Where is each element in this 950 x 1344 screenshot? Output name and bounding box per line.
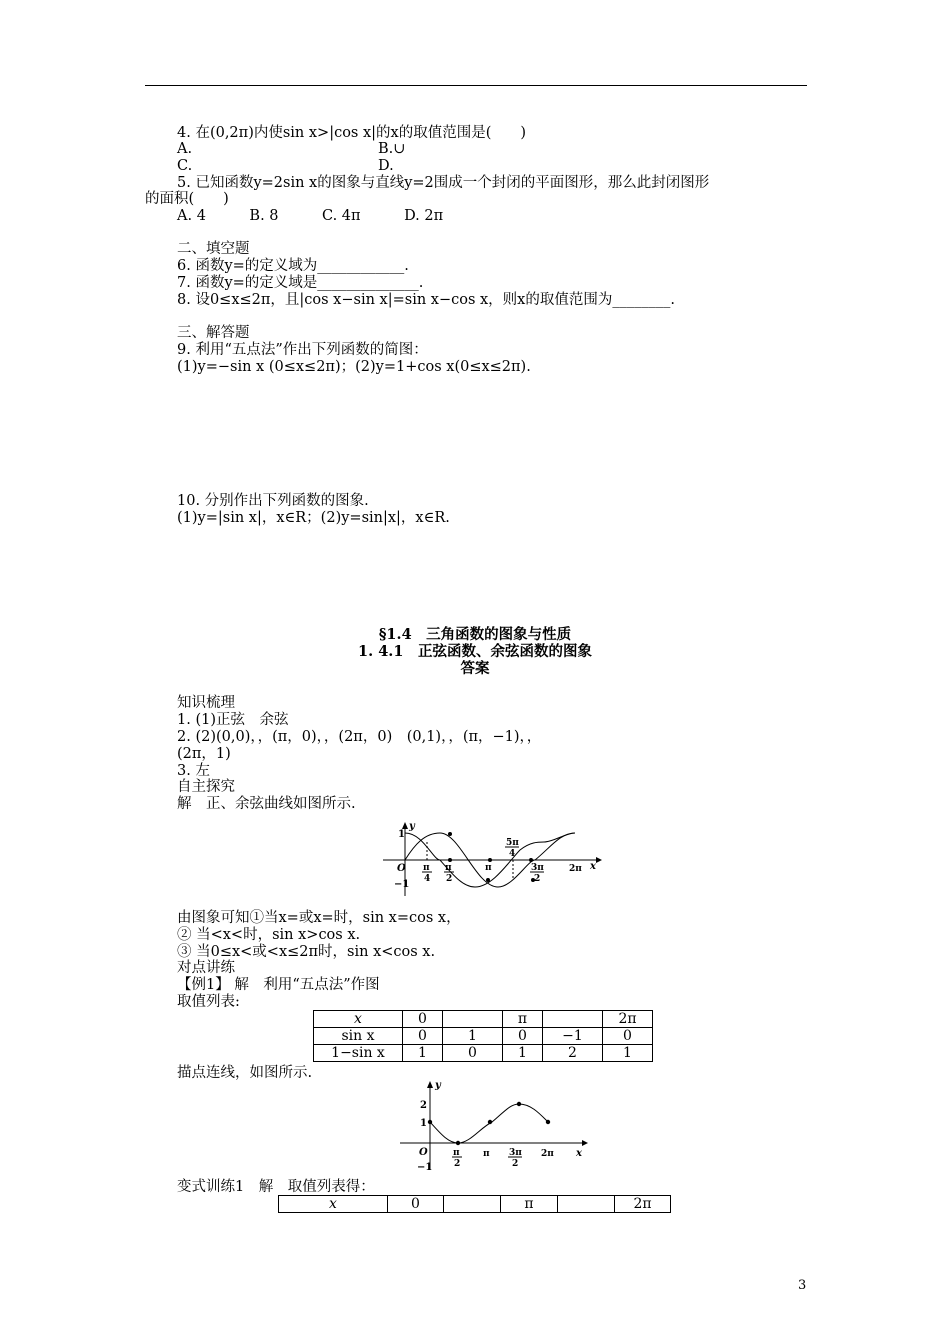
table-cell: x: [314, 1011, 403, 1028]
graph2-tick-yneg1: −1: [417, 1162, 433, 1173]
one-minus-sin-graph: [395, 1078, 590, 1173]
q6-text: 6. 函数y=的定义域为____________.: [177, 258, 409, 274]
point: [448, 858, 452, 862]
graph2-tick-pi2-num: π: [453, 1148, 460, 1158]
value-table-1: [313, 1010, 653, 1062]
point: [456, 1141, 460, 1145]
practice-heading: 对点讲练: [177, 960, 235, 976]
q5-text-1: 5. 已知函数y=2sin x的图象与直线y=2围成一个封闭的平面图形，那么此封闭图形: [177, 175, 710, 191]
graph1-tick-pi: π: [485, 863, 492, 873]
q10-text: 10. 分别作出下列函数的图象.: [177, 493, 369, 509]
table-cell: [444, 1196, 501, 1213]
self-explore-heading: 自主探究: [177, 779, 235, 795]
q7-text: 7. 函数y=的定义域是______________.: [177, 275, 424, 291]
table-cell: 0: [403, 1011, 443, 1028]
self-explore-solution: 解 正、余弦曲线如图所示.: [177, 796, 356, 812]
graph1-tick-3pi2-num: 3π: [531, 863, 544, 873]
table-cell: 2: [543, 1045, 603, 1062]
knowledge-item-2: 2. (2)(0,0)，，(π，0)，，(2π，0) (0,1)，，(π，−1)，，: [177, 729, 542, 745]
table-cell: 1−sin x: [314, 1045, 403, 1062]
point: [517, 1102, 521, 1106]
graph2-tick-2pi: 2π: [541, 1149, 554, 1159]
table-cell: 1: [403, 1045, 443, 1062]
observation-1: 由图象可知①当x=或x=时，sin x=cos x，: [177, 910, 461, 926]
answer-heading: 答案: [460, 660, 490, 677]
graph1-tick-pi2-den: 2: [446, 874, 453, 884]
q10-subparts: (1)y=|sin x|，x∈R；(2)y=sin|x|，x∈R.: [177, 510, 450, 526]
table-cell: π: [501, 1196, 558, 1213]
table-cell: [443, 1011, 503, 1028]
graph1-tick-pi4-den: 4: [424, 874, 431, 884]
graph2-tick-y1: 1: [420, 1118, 427, 1129]
variant-1-solution: 变式训练1 解 取值列表得：: [177, 1179, 375, 1195]
point: [529, 858, 533, 862]
table-row: [314, 1045, 653, 1062]
table-cell: −1: [543, 1028, 603, 1045]
section-title: §1.4 三角函数的图象与性质: [378, 626, 572, 643]
table-row: [314, 1028, 653, 1045]
q4-option-d: D.: [378, 158, 394, 174]
point: [448, 832, 452, 836]
table-cell: 2π: [615, 1196, 671, 1213]
q4-option-c: C.: [177, 158, 193, 174]
graph1-x-label: x: [590, 861, 596, 872]
table-cell: x: [279, 1196, 388, 1213]
graph2-tick-pi2-den: 2: [454, 1159, 461, 1169]
x-axis-arrow: [582, 1140, 588, 1146]
q8-text: 8. 设0≤x≤2π，且|cos x−sin x|=sin x−cos x，则x的取值范围为________.: [177, 292, 675, 308]
point: [428, 1120, 432, 1124]
table-cell: 0: [388, 1196, 444, 1213]
table-cell: 0: [503, 1028, 543, 1045]
example-1-solution: 【例1】 解 利用“五点法”作图: [177, 977, 380, 993]
graph1-tick-pi2-num: π: [445, 863, 452, 873]
graph1-tick-5pi4-den: 4: [509, 849, 516, 859]
table-cell: sin x: [314, 1028, 403, 1045]
header-rule: [145, 85, 807, 86]
graph2-origin: O: [419, 1147, 428, 1158]
table-cell: 0: [443, 1045, 503, 1062]
graph2-tick-y2: 2: [420, 1100, 427, 1111]
q5-options: A. 4 B. 8 C. 4π D. 2π: [177, 208, 444, 224]
table-row: [279, 1196, 671, 1213]
observation-3: ③ 当0≤x<或<x≤2π时，sin x<cos x.: [177, 944, 436, 960]
page-number: 3: [798, 1278, 807, 1293]
q5-text-2: 的面积( ): [145, 191, 229, 207]
section-3-heading: 三、解答题: [177, 325, 250, 341]
point: [486, 878, 490, 882]
table-cell: [543, 1011, 603, 1028]
q4-option-b: B.∪: [378, 141, 406, 157]
observation-2: ② 当<x<时，sin x>cos x.: [177, 927, 361, 943]
graph2-tick-pi: π: [483, 1149, 490, 1159]
y-axis-arrow: [402, 822, 408, 829]
y-axis-arrow: [427, 1081, 433, 1088]
value-table-2: [278, 1195, 671, 1213]
knowledge-item-3: 3. 左: [177, 763, 210, 779]
table-cell: 0: [603, 1028, 653, 1045]
knowledge-heading: 知识梳理: [177, 695, 235, 711]
q4-option-a: A.: [177, 141, 193, 157]
graph2-tick-3pi2-den: 2: [512, 1159, 519, 1169]
graph1-tick-2pi: 2π: [569, 864, 582, 874]
example-1-draw-note: 描点连线，如图所示.: [177, 1065, 313, 1081]
graph1-tick-pi4-num: π: [423, 863, 430, 873]
graph1-origin: O: [397, 863, 406, 874]
knowledge-item-1: 1. (1)正弦 余弦: [177, 712, 289, 728]
graph1-y-label: y: [409, 821, 415, 832]
graph1-tick-3pi2-den: 2: [534, 874, 541, 884]
subsection-title: 1. 4.1 正弦函数、余弦函数的图象: [358, 643, 592, 660]
point: [488, 1120, 492, 1124]
table-row: [314, 1011, 653, 1028]
sin-cos-graph: [378, 820, 603, 900]
section-2-heading: 二、填空题: [177, 241, 250, 257]
table-cell: 2π: [603, 1011, 653, 1028]
q9-subparts: (1)y=−sin x (0≤x≤2π)；(2)y=1+cos x(0≤x≤2π).: [177, 359, 531, 375]
x-axis-arrow: [596, 857, 602, 863]
table-cell: [558, 1196, 615, 1213]
graph2-y-label: y: [435, 1080, 441, 1091]
q4-text: 4. 在(0,2π)内使sin x>|cos x|的x的取值范围是( ): [177, 125, 527, 141]
point: [488, 858, 492, 862]
graph1-tick-yneg1: −1: [394, 879, 410, 890]
graph2-tick-3pi2-num: 3π: [509, 1148, 522, 1158]
example-1-table-intro: 取值列表:: [177, 994, 240, 1010]
table-cell: 1: [603, 1045, 653, 1062]
graph1-tick-y1: 1: [398, 829, 405, 840]
q9-text: 9. 利用“五点法”作出下列函数的简图：: [177, 342, 428, 358]
table-cell: 1: [443, 1028, 503, 1045]
table-cell: π: [503, 1011, 543, 1028]
graph1-tick-5pi4-num: 5π: [506, 838, 519, 848]
point: [546, 1120, 550, 1124]
knowledge-item-2-cont: (2π，1): [177, 746, 231, 762]
table-cell: 0: [403, 1028, 443, 1045]
graph2-x-label: x: [576, 1148, 582, 1159]
table-cell: 1: [503, 1045, 543, 1062]
